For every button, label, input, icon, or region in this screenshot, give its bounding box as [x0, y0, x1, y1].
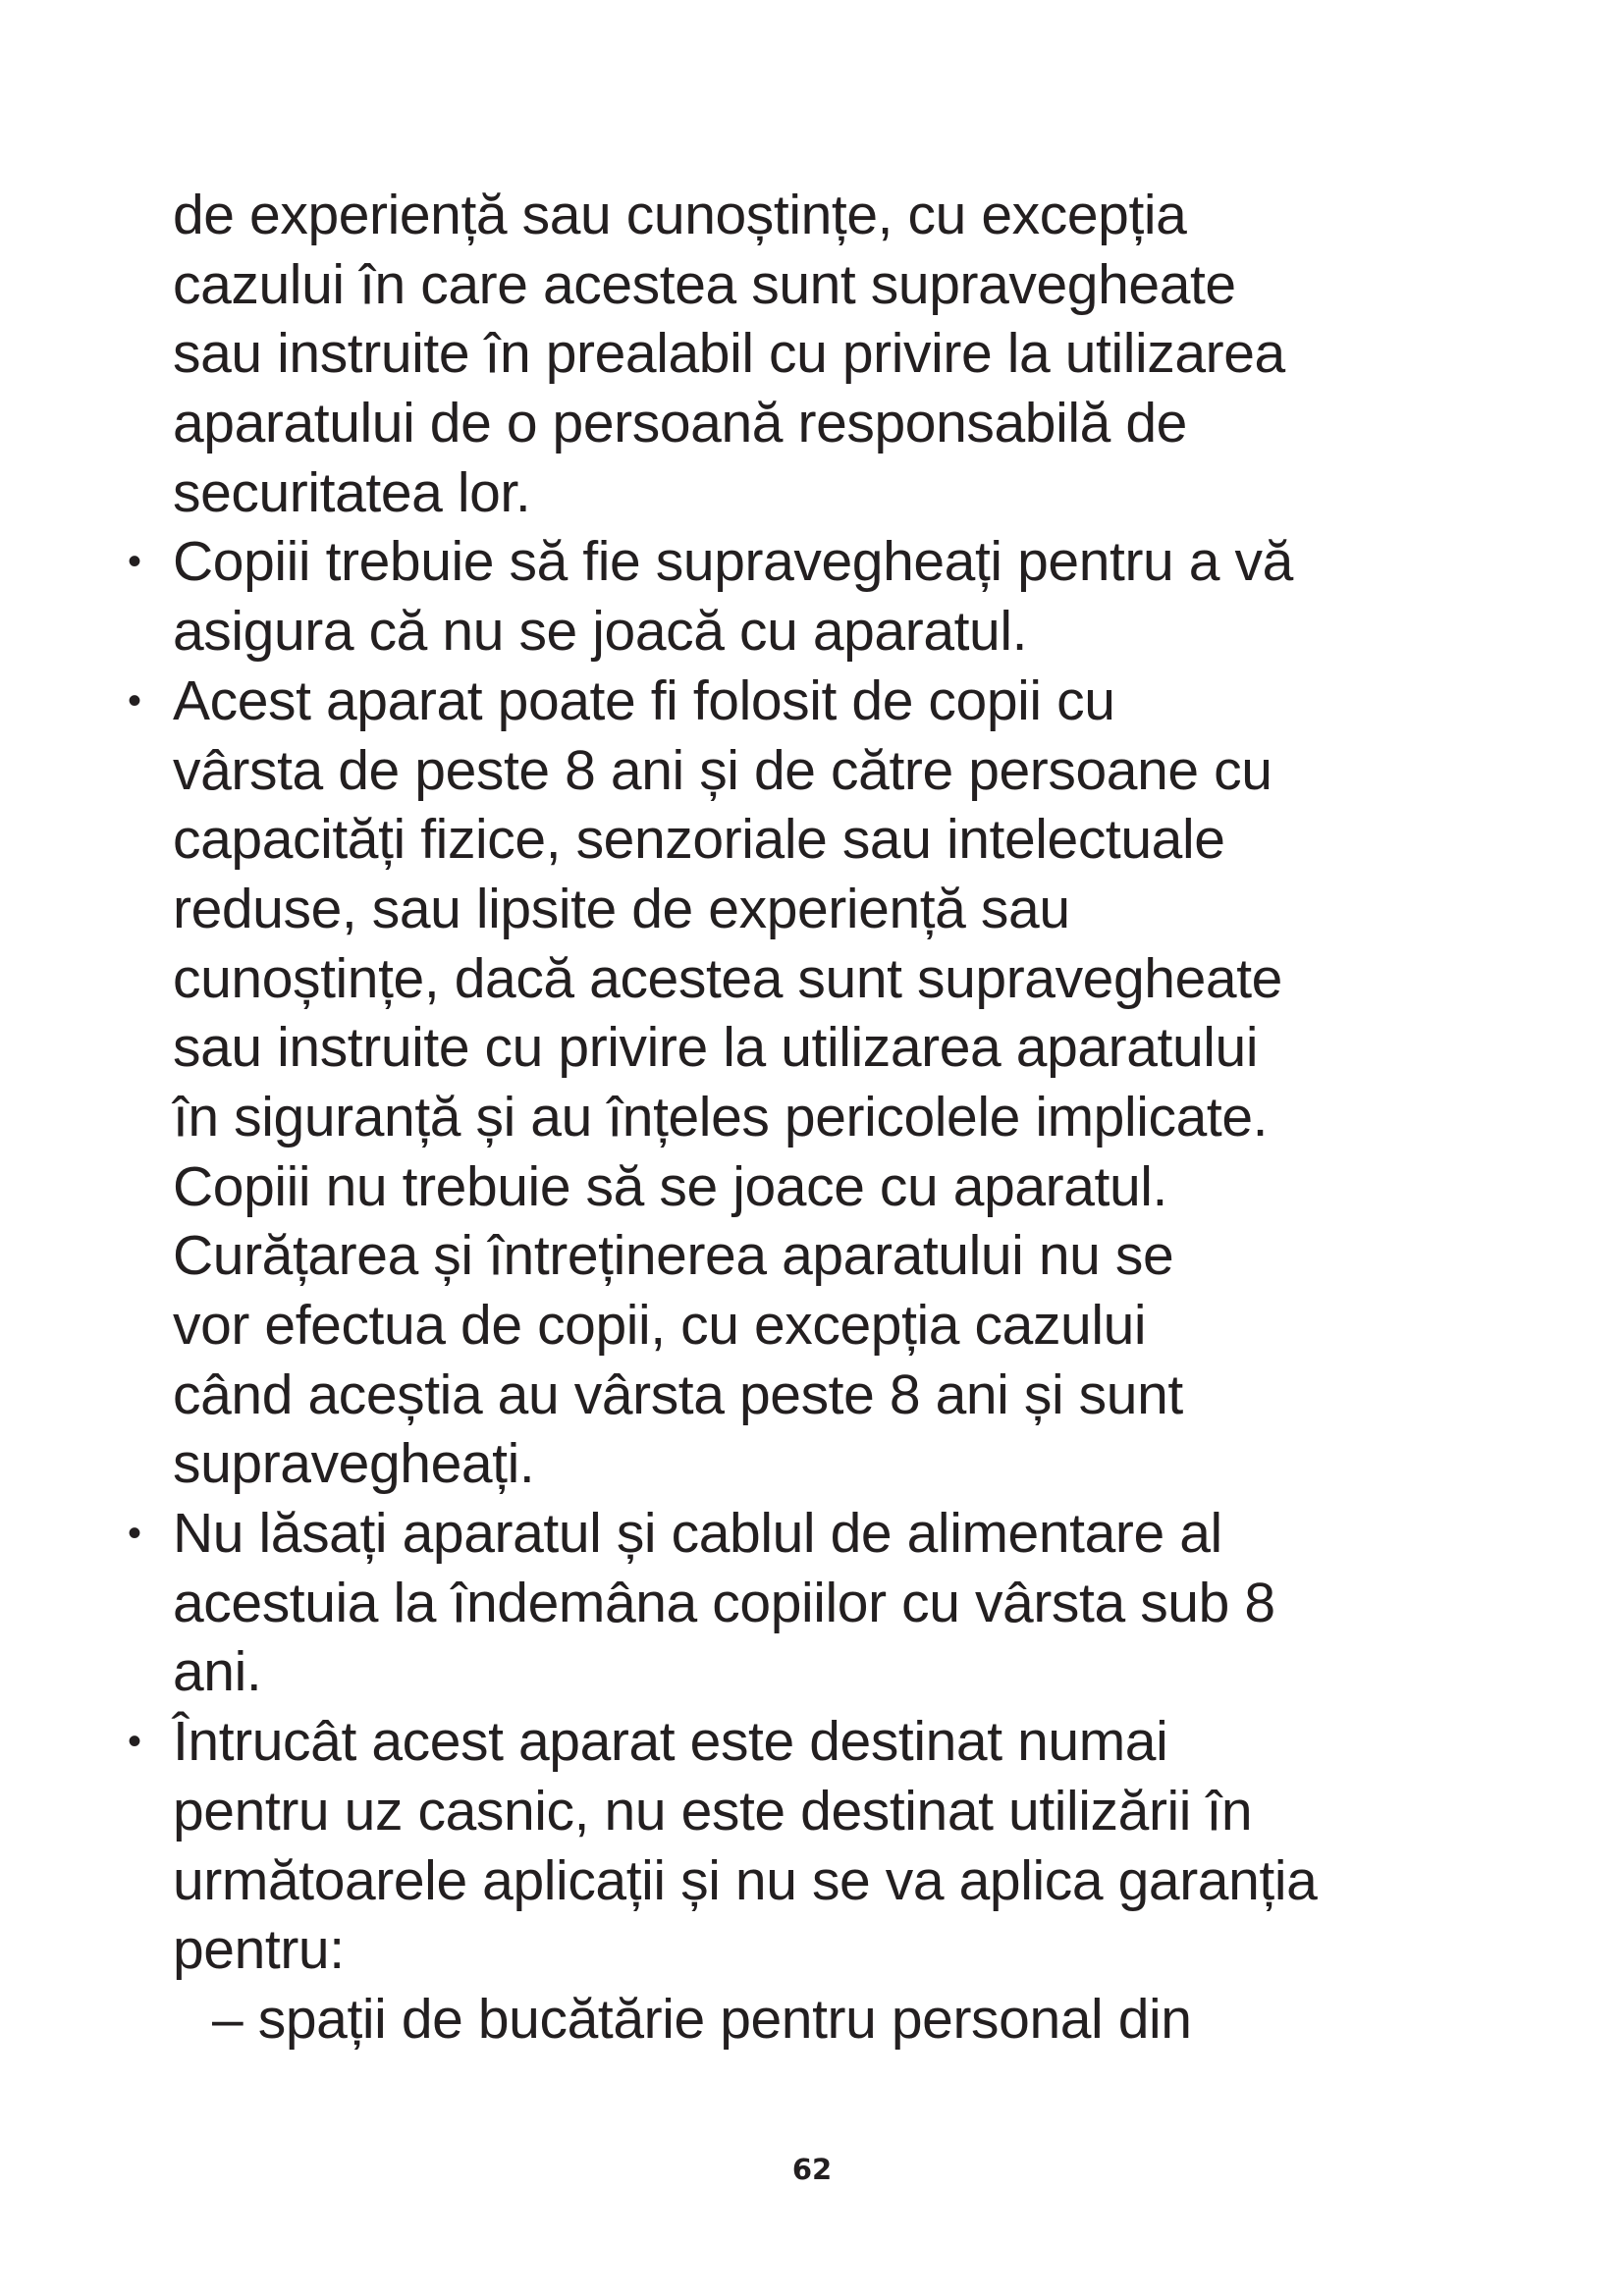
text-line: acestuia la îndemâna copiilor cu vârsta sub 8 — [173, 1571, 1275, 1634]
text-line: pentru uz casnic, nu este destinat utilizării în — [173, 1779, 1253, 1842]
text-line: următoarele aplicații și nu se va aplica garanția — [173, 1848, 1318, 1912]
text-line: capacități fizice, senzoriale sau intelectuale — [173, 808, 1225, 872]
text-line: cunoștințe, dacă acestea sunt supravegheate — [173, 946, 1282, 1010]
text-line: asigura că nu se joacă cu aparatul. — [173, 600, 1028, 664]
bullet-item — [128, 1499, 1449, 1569]
text-line: Curățarea și întreținerea aparatului nu se — [173, 1224, 1174, 1288]
text-line: vârsta de peste 8 ani și de către persoane cu — [173, 738, 1272, 802]
bullet-item — [128, 1707, 1449, 1777]
text-line: când aceștia au vârsta peste 8 ani și sunt — [173, 1362, 1183, 1426]
bullet-item — [128, 527, 1449, 597]
text-line: ani. — [173, 1640, 262, 1704]
bullet-text: Copiii trebuie să fie supravegheați pentru a vă — [173, 530, 1293, 594]
text-line: pentru: — [173, 1918, 345, 1982]
bullet-icon: • — [128, 540, 141, 584]
text-line: de experiență sau cunoștințe, cu excepția — [173, 184, 1187, 246]
page-number: 62 — [791, 2153, 833, 2186]
body-text — [128, 181, 1449, 2055]
text-line: sau instruite în prealabil cu privire la utilizarea — [173, 322, 1285, 386]
text-line: sau instruite cu privire la utilizarea aparatului — [173, 1016, 1259, 1080]
text-line: în siguranță și au înțeles pericolele implicate. — [173, 1085, 1269, 1148]
bullet-text: Acest aparat poate fi folosit de copii cu — [173, 668, 1115, 732]
text-line: vor efectua de copii, cu excepția cazului — [173, 1294, 1147, 1357]
text-line: cazului în care acestea sunt supravegheate — [173, 252, 1236, 316]
text-line: Copiii nu trebuie să se joace cu aparatul. — [173, 1154, 1167, 1218]
text-line: securitatea lor. — [173, 460, 531, 524]
bullet-text: Întrucât acest aparat este destinat numai — [173, 1710, 1168, 1774]
text-line: supravegheați. — [173, 1432, 535, 1496]
bullet-icon: • — [128, 1720, 141, 1764]
bullet-icon: • — [128, 678, 141, 722]
bullet-item — [128, 667, 1449, 736]
dash-list-item: – spații de bucătărie pentru personal din — [212, 1987, 1192, 2051]
text-line: reduse, sau lipsite de experiență sau — [173, 877, 1070, 940]
bullet-text: Nu lăsați aparatul și cablul de alimentare al — [173, 1502, 1222, 1566]
text-line: aparatului de o persoană responsabilă de — [173, 392, 1187, 455]
bullet-icon: • — [128, 1512, 141, 1556]
